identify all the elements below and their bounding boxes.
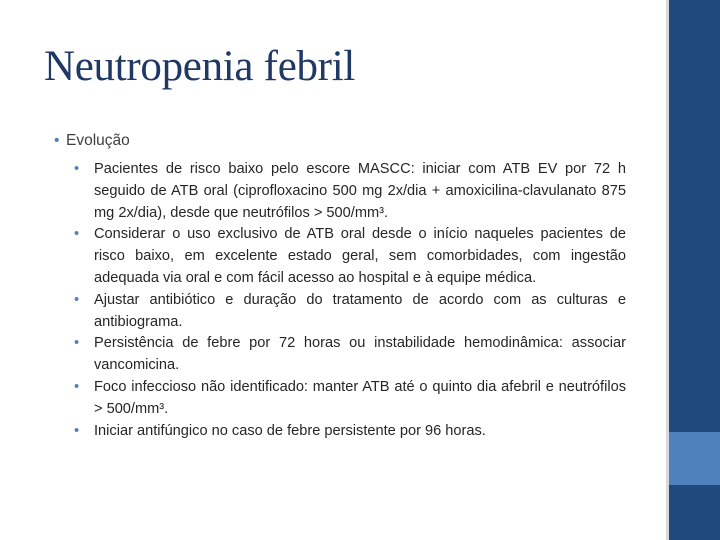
sub-bullet-item [74, 159, 626, 224]
bullet-dot: • [74, 161, 80, 177]
sub-bullet-text: Persistência de febre por 72 horas ou instabilidade hemodinâmica: associar vancomicina. [94, 335, 626, 374]
sub-bullet-item [74, 290, 626, 334]
sub-bullet-text: Foco infeccioso não identificado: manter ATB até o quinto dia afebril e neutrófilos > 500/mm³. [94, 378, 626, 417]
sub-bullet-text: Pacientes de risco baixo pelo escore MASCC: iniciar com ATB EV por 72 h seguido de ATB oral (ciprofloxacino 500 mg 2x/dia + amoxicilina-clavulanato 875 mg 2x/dia), desde que neutrófilos > 500/mm³. [94, 161, 626, 221]
decorative-sidebar [666, 0, 720, 540]
sidebar-accent-block [669, 432, 720, 485]
sub-bullet-item [74, 421, 626, 443]
bullet-dot: • [74, 378, 80, 395]
sub-bullet-item [74, 333, 626, 377]
bullet-dot: • [74, 335, 80, 352]
bullet-dot: • [74, 226, 80, 243]
sub-bullet-text: Iniciar antifúngico no caso de febre persistente por 96 horas. [94, 422, 486, 439]
sub-bullet-item [74, 224, 626, 289]
bullet-dot: • [74, 291, 80, 308]
slide-title: Neutropenia febril [44, 43, 355, 90]
bullet-text: Evolução [66, 132, 130, 149]
sub-bullet-list [74, 159, 626, 442]
sub-bullet-text: Considerar o uso exclusivo de ATB oral desde o início naqueles pacientes de risco baixo, em excelente estado geral, sem comorbidades, com ingestão adequada via oral e com fácil acesso ao hospital e à equipe médica. [94, 226, 626, 286]
bullet-dot: • [74, 422, 80, 439]
sub-bullet-text: Ajustar antibiótico e duração do tratamento de acordo com as culturas e antibiograma. [94, 291, 626, 330]
bullet-dot: • [54, 132, 60, 149]
sub-bullet-item [74, 377, 626, 421]
